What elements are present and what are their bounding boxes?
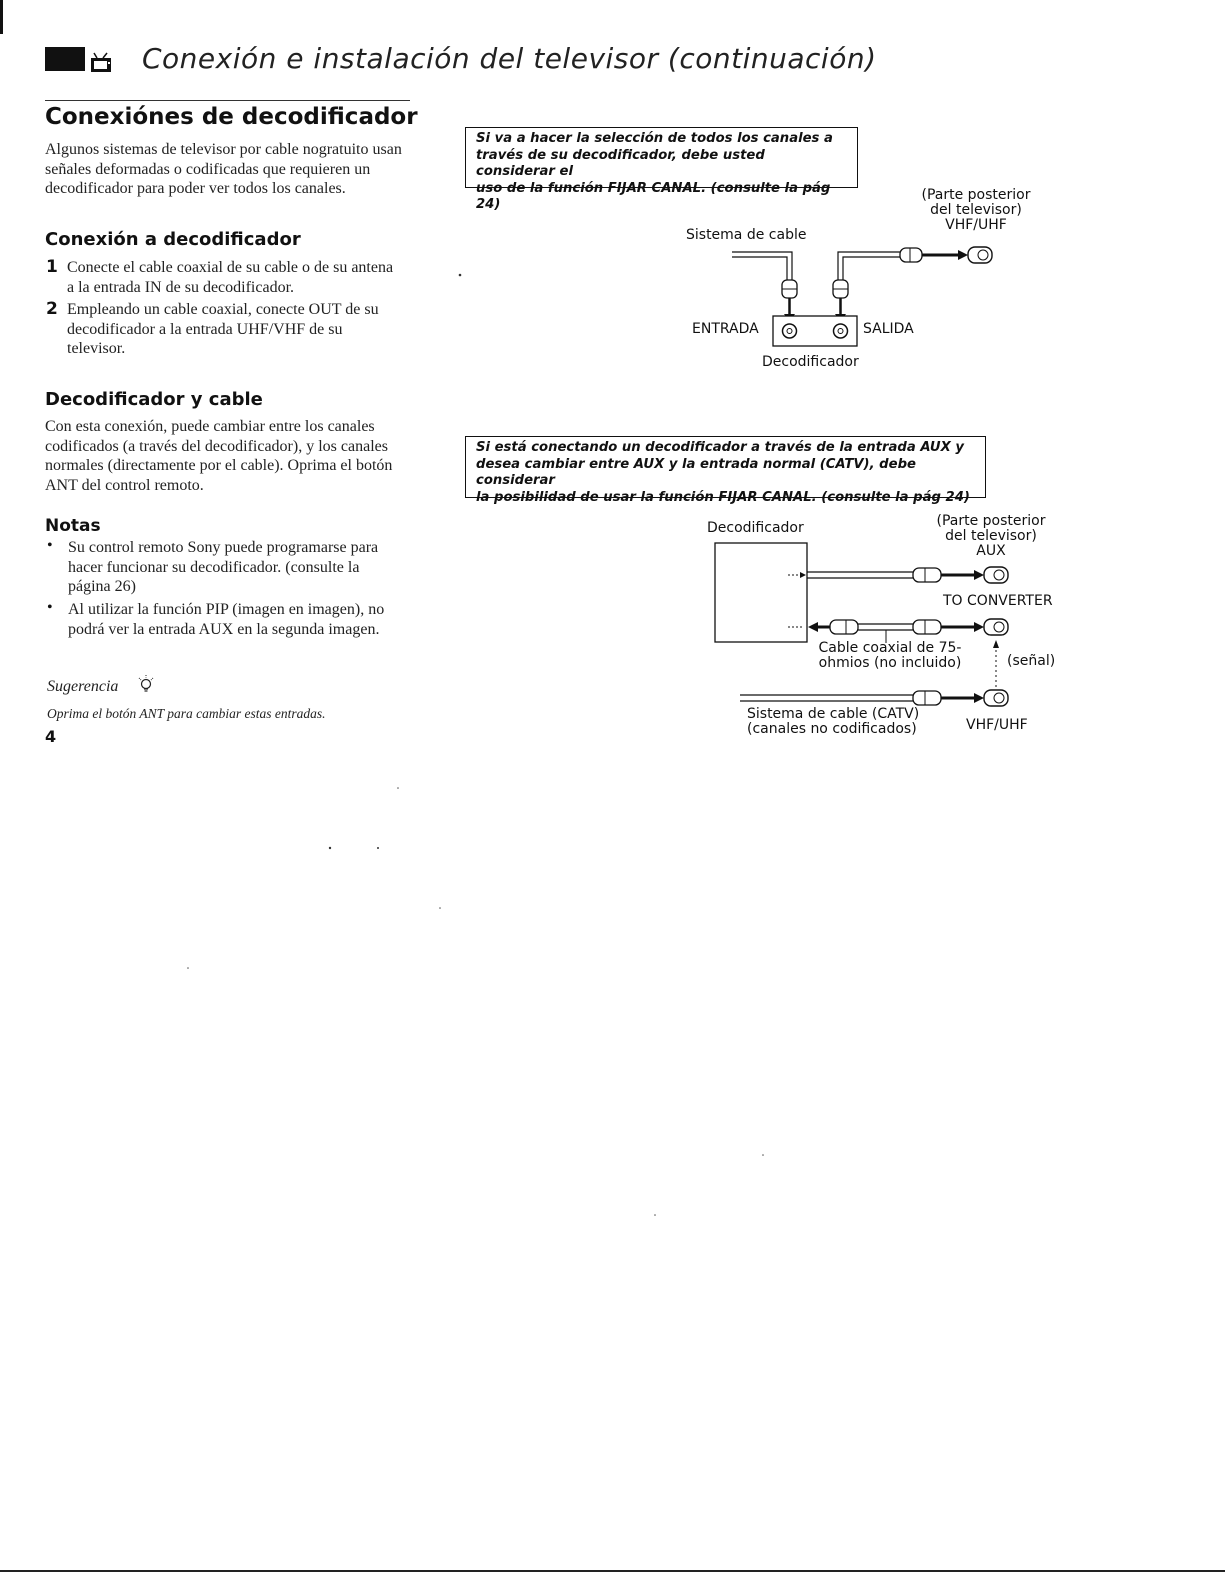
note-box-line: través de su decodificador, debe usted considerar el (476, 147, 765, 179)
note-box-line: la posibilidad de usar la función FIJAR CANAL. (consulte la pág 24) (476, 489, 970, 505)
tv-back-line: (Parte posterior (936, 513, 1046, 529)
note-box-line: Si está conectando un decodificador a través de la entrada AUX y (476, 440, 964, 455)
connection-heading: Conexión a decodificador (45, 229, 301, 250)
coax-cable-line: Cable coaxial de 75- (818, 640, 962, 656)
cable-system-label: Sistema de cable (686, 227, 807, 243)
decoder-cable-paragraph: Con esta conexión, puede cambiar entre los canales codificados (a través del decodificador), y los canales normales (directamente por el cable). Oprima el botón ANT del control remoto. (45, 418, 393, 494)
tip-text: Oprima el botón ANT para cambiar estas entradas. (47, 706, 326, 721)
note-item: Su control remoto Sony puede programarse para hacer funcionar su decodificador. (consulte la página 26) (68, 539, 379, 595)
catv-line: (canales no codificados) (747, 721, 917, 737)
tip-label: Sugerencia (47, 678, 119, 695)
signal-label: (señal) (1007, 653, 1056, 669)
decoder-label: Decodificador (707, 520, 804, 536)
page-number: 4 (45, 727, 57, 746)
tv-back-line: (Parte posterior (921, 187, 1031, 203)
tv-back-line: VHF/UHF (945, 217, 1007, 233)
note-box-line: Si va a hacer la selección de todos los canales a (476, 131, 833, 146)
tv-back-line: del televisor) (945, 528, 1037, 544)
note-box-line: desea cambiar entre AUX y la entrada normal (CATV), debe considerar (476, 456, 916, 488)
tv-back-line: AUX (976, 543, 1006, 559)
step-number: 1 (46, 257, 58, 277)
step-text: Empleando un cable coaxial, conecte OUT de su decodificador a la entrada UHF/VHF de su televisor. (67, 301, 379, 357)
step-text: Conecte el cable coaxial de su cable o de su antena a la entrada IN de su decodificador. (67, 259, 394, 296)
catv-line: Sistema de cable (CATV) (747, 706, 920, 722)
section-title: Conexiónes de decodificador (45, 104, 418, 130)
decoder-cable-heading: Decodificador y cable (45, 389, 263, 410)
page-header-title: Conexión e instalación del televisor (continuación) (142, 42, 877, 75)
note-item: Al utilizar la función PIP (imagen en imagen), no podrá ver la entrada AUX en la segunda imagen. (68, 601, 385, 638)
input-label: ENTRADA (692, 321, 759, 337)
step-number: 2 (46, 299, 58, 319)
vhf-uhf-label: VHF/UHF (966, 717, 1028, 733)
to-converter-label: TO CONVERTER (943, 593, 1053, 609)
intro-paragraph: Algunos sistemas de televisor por cable nogratuito usan señales deformadas o codificadas que requieren un decodificador para poder ver todos los canales. (45, 141, 402, 197)
note-box-line: uso de la función FIJAR CANAL. (consulte la pág 24) (476, 180, 831, 212)
tv-back-line: del televisor) (930, 202, 1022, 218)
output-label: SALIDA (863, 321, 914, 337)
notes-heading: Notas (45, 516, 101, 536)
bullet: • (47, 537, 53, 554)
decoder-label: Decodificador (762, 354, 859, 370)
bullet: • (47, 599, 53, 616)
coax-cable-line: ohmios (no incluido) (818, 655, 962, 671)
